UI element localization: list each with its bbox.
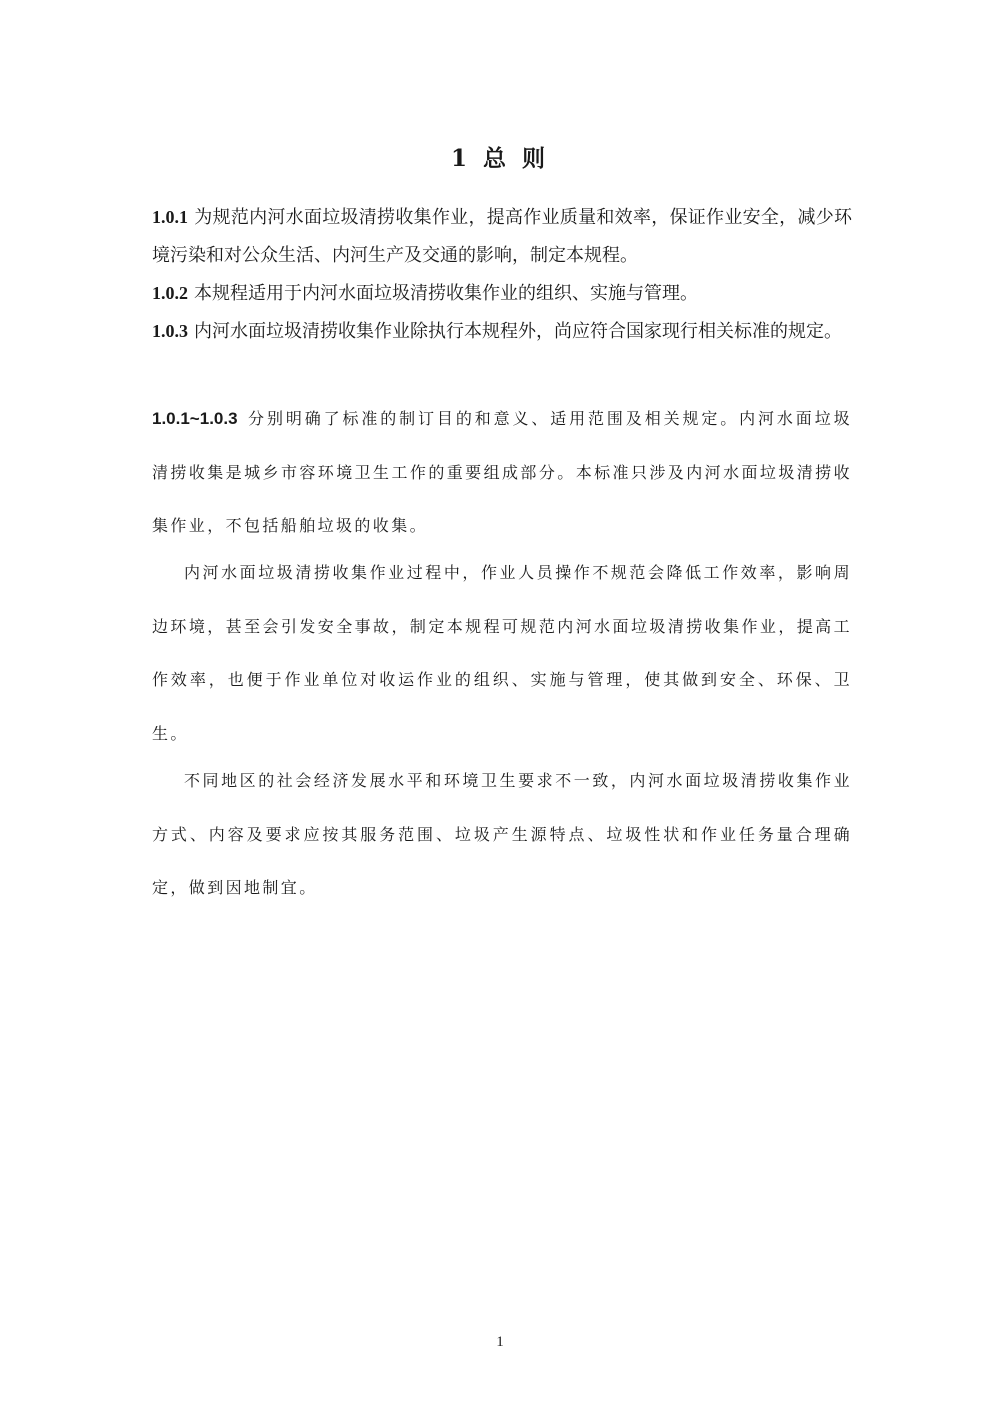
clause-number: 1.0.2 (152, 283, 188, 303)
clause-1-0-2 (152, 274, 852, 313)
clause-number: 1.0.1 (152, 207, 188, 227)
commentary-paragraph-2 (152, 546, 852, 760)
commentary-number: 1.0.1~1.0.3 (152, 409, 238, 428)
commentary-paragraph-3 (152, 754, 852, 915)
chapter-title: 1 总 则 (450, 145, 550, 172)
clause-number: 1.0.3 (152, 321, 188, 341)
commentary-text: 不同地区的社会经济发展水平和环境卫生要求不一致，内河水面垃圾清捞收集作业方式、内容及要求应按其服务范围、垃圾产生源特点、垃圾性状和作业任务量合理确定，做到因地制宜。 (152, 771, 852, 897)
commentary-text: 分别明确了标准的制订目的和意义、适用范围及相关规定。内河水面垃圾清捞收集是城乡市容环境卫生工作的重要组成部分。本标准只涉及内河水面垃圾清捞收集作业，不包括船舶垃圾的收集。 (152, 409, 852, 535)
clause-1-0-3 (152, 312, 852, 351)
clause-text: 为规范内河水面垃圾清捞收集作业，提高作业质量和效率，保证作业安全，减少环境污染和对公众生活、内河生产及交通的影响，制定本规程。 (152, 207, 852, 266)
clause-text: 内河水面垃圾清捞收集作业除执行本规程外，尚应符合国家现行相关标准的规定。 (194, 321, 842, 342)
clause-1-0-1 (152, 198, 852, 275)
commentary-text: 内河水面垃圾清捞收集作业过程中，作业人员操作不规范会降低工作效率，影响周边环境，甚至会引发安全事故，制定本规程可规范内河水面垃圾清捞收集作业，提高工作效率，也便于作业单位对收运作业的组织、实施与管理，使其做到安全、环保、卫生。 (152, 563, 852, 743)
page-number: 1 (496, 1334, 504, 1350)
commentary-paragraph-1 (152, 392, 852, 553)
clause-text: 本规程适用于内河水面垃圾清捞收集作业的组织、实施与管理。 (194, 283, 698, 304)
